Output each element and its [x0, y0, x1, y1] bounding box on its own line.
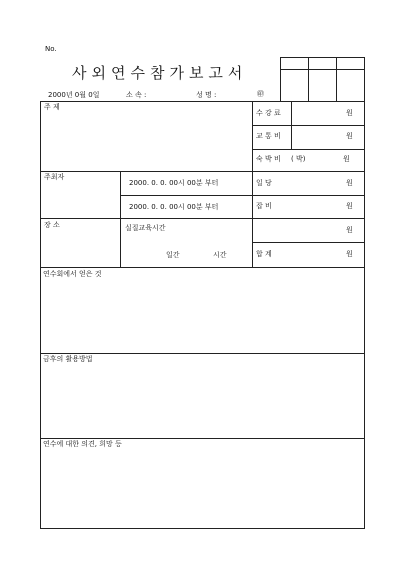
period-end: 2000. 0. 0. 00시 00분 부터: [129, 203, 219, 211]
cost-item-label: 일 당: [256, 179, 272, 187]
cost-item-unit: 원: [346, 179, 353, 187]
doc-number-label: No.: [45, 45, 57, 53]
period-start: 2000. 0. 0. 00시 00분 부터: [129, 179, 219, 187]
cost-item-unit: 원: [346, 202, 353, 210]
total-unit: 원: [346, 250, 353, 258]
page-title: 사외연수참가보고서: [72, 64, 248, 82]
section-opinions-label: 연수에 대한 의견, 희망 등: [43, 440, 122, 448]
cost-item-label: 교 통 비: [256, 132, 281, 140]
section-application-label: 금후의 활용방법: [43, 355, 93, 363]
name-label: 성 명 :: [196, 91, 217, 99]
section-gains-label: 연수회에서 얻은 것: [43, 270, 102, 278]
cost-item-label: 잡 비: [256, 202, 272, 210]
organizer-label: 주최자: [44, 173, 65, 181]
theme-label: 주 제: [44, 103, 60, 111]
cost-item-label: 수 강 료: [256, 109, 281, 117]
cost-item-unit: 원: [343, 155, 350, 163]
report-date: 2000년 0월 0일: [48, 91, 100, 99]
cost-item-unit: 원: [346, 226, 353, 234]
cost-item-extra: ( 박): [291, 155, 306, 163]
cost-item-label: 숙 박 비: [256, 155, 281, 163]
cost-item-unit: 원: [346, 109, 353, 117]
hours-label: 시간: [213, 251, 227, 259]
total-label: 합 계: [256, 250, 272, 258]
cost-item-unit: 원: [346, 132, 353, 140]
training-hours-label: 실질교육시간: [125, 224, 166, 232]
place-label: 장 소: [44, 221, 60, 229]
affiliation-label: 소 속 :: [126, 91, 147, 99]
seal-mark: ㊞: [257, 90, 264, 98]
days-label: 일간: [166, 251, 180, 259]
